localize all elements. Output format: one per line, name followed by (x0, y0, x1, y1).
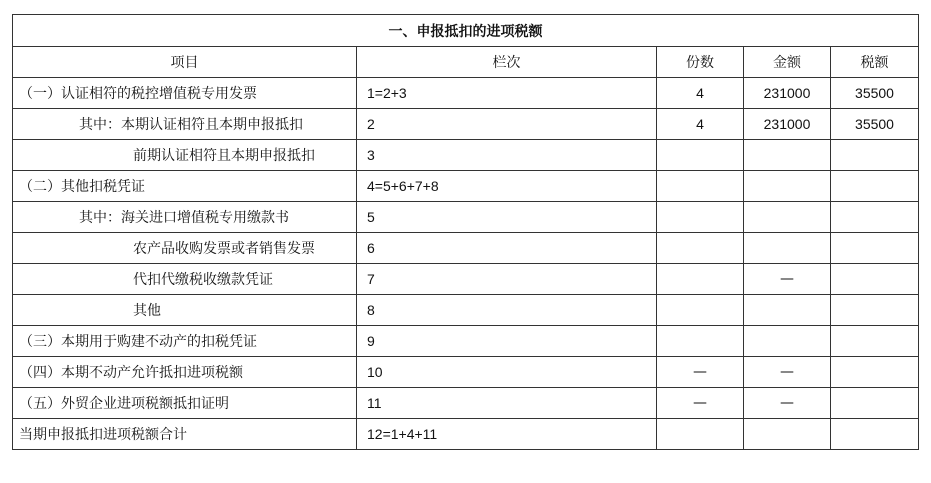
row-tax (831, 419, 919, 450)
row-column-number: 10 (357, 357, 657, 388)
row-amount: 231000 (744, 109, 831, 140)
row-column-number: 12=1+4+11 (357, 419, 657, 450)
row-tax (831, 233, 919, 264)
table-row (13, 419, 919, 450)
table-row (13, 264, 919, 295)
row-amount (744, 171, 831, 202)
row-amount: — (744, 388, 831, 419)
row-count (657, 295, 744, 326)
row-tax (831, 357, 919, 388)
row-column-number: 6 (357, 233, 657, 264)
header-item: 项目 (13, 47, 357, 78)
row-item-label: （二）其他扣税凭证 (13, 171, 357, 202)
table-row (13, 140, 919, 171)
row-amount: — (744, 357, 831, 388)
row-count: 4 (657, 78, 744, 109)
table-row (13, 357, 919, 388)
header-tax: 税额 (831, 47, 919, 78)
table-row (13, 233, 919, 264)
row-count: — (657, 357, 744, 388)
table-row (13, 109, 919, 140)
row-amount (744, 295, 831, 326)
row-amount (744, 233, 831, 264)
row-count (657, 233, 744, 264)
row-tax: 35500 (831, 109, 919, 140)
row-amount (744, 202, 831, 233)
row-item-label: （四）本期不动产允许抵扣进项税额 (13, 357, 357, 388)
row-count (657, 419, 744, 450)
row-tax (831, 264, 919, 295)
row-tax (831, 171, 919, 202)
row-count (657, 140, 744, 171)
row-item-label: （一）认证相符的税控增值税专用发票 (13, 78, 357, 109)
row-count (657, 202, 744, 233)
row-tax (831, 140, 919, 171)
row-item-label: 前期认证相符且本期申报抵扣 (13, 140, 357, 171)
row-amount (744, 419, 831, 450)
row-item-label: 其他 (13, 295, 357, 326)
row-column-number: 2 (357, 109, 657, 140)
row-count: — (657, 388, 744, 419)
row-amount (744, 326, 831, 357)
row-amount (744, 140, 831, 171)
row-tax (831, 295, 919, 326)
row-item-label: 其中：本期认证相符且本期申报抵扣 (13, 109, 357, 140)
row-tax (831, 388, 919, 419)
row-column-number: 8 (357, 295, 657, 326)
row-column-number: 11 (357, 388, 657, 419)
row-count (657, 171, 744, 202)
row-item-label: 其中：海关进口增值税专用缴款书 (13, 202, 357, 233)
row-count: 4 (657, 109, 744, 140)
row-item-label: （五）外贸企业进项税额抵扣证明 (13, 388, 357, 419)
row-count (657, 326, 744, 357)
header-amount: 金额 (744, 47, 831, 78)
header-count: 份数 (657, 47, 744, 78)
row-column-number: 1=2+3 (357, 78, 657, 109)
row-column-number: 9 (357, 326, 657, 357)
input-tax-deduction-table (12, 14, 919, 450)
row-tax (831, 202, 919, 233)
row-tax (831, 326, 919, 357)
table-row (13, 202, 919, 233)
row-amount: — (744, 264, 831, 295)
row-item-label: 农产品收购发票或者销售发票 (13, 233, 357, 264)
row-amount: 231000 (744, 78, 831, 109)
table-row (13, 78, 919, 109)
row-column-number: 3 (357, 140, 657, 171)
row-tax: 35500 (831, 78, 919, 109)
row-item-label: （三）本期用于购建不动产的扣税凭证 (13, 326, 357, 357)
table-row (13, 326, 919, 357)
header-column-number: 栏次 (357, 47, 657, 78)
table-row (13, 171, 919, 202)
table-title-row (13, 15, 919, 47)
table-title: 一、申报抵扣的进项税额 (13, 15, 919, 47)
row-column-number: 4=5+6+7+8 (357, 171, 657, 202)
row-item-label: 当期申报抵扣进项税额合计 (13, 419, 357, 450)
row-count (657, 264, 744, 295)
table-row (13, 388, 919, 419)
row-column-number: 5 (357, 202, 657, 233)
table-row (13, 295, 919, 326)
row-item-label: 代扣代缴税收缴款凭证 (13, 264, 357, 295)
table-header-row (13, 47, 919, 78)
row-column-number: 7 (357, 264, 657, 295)
